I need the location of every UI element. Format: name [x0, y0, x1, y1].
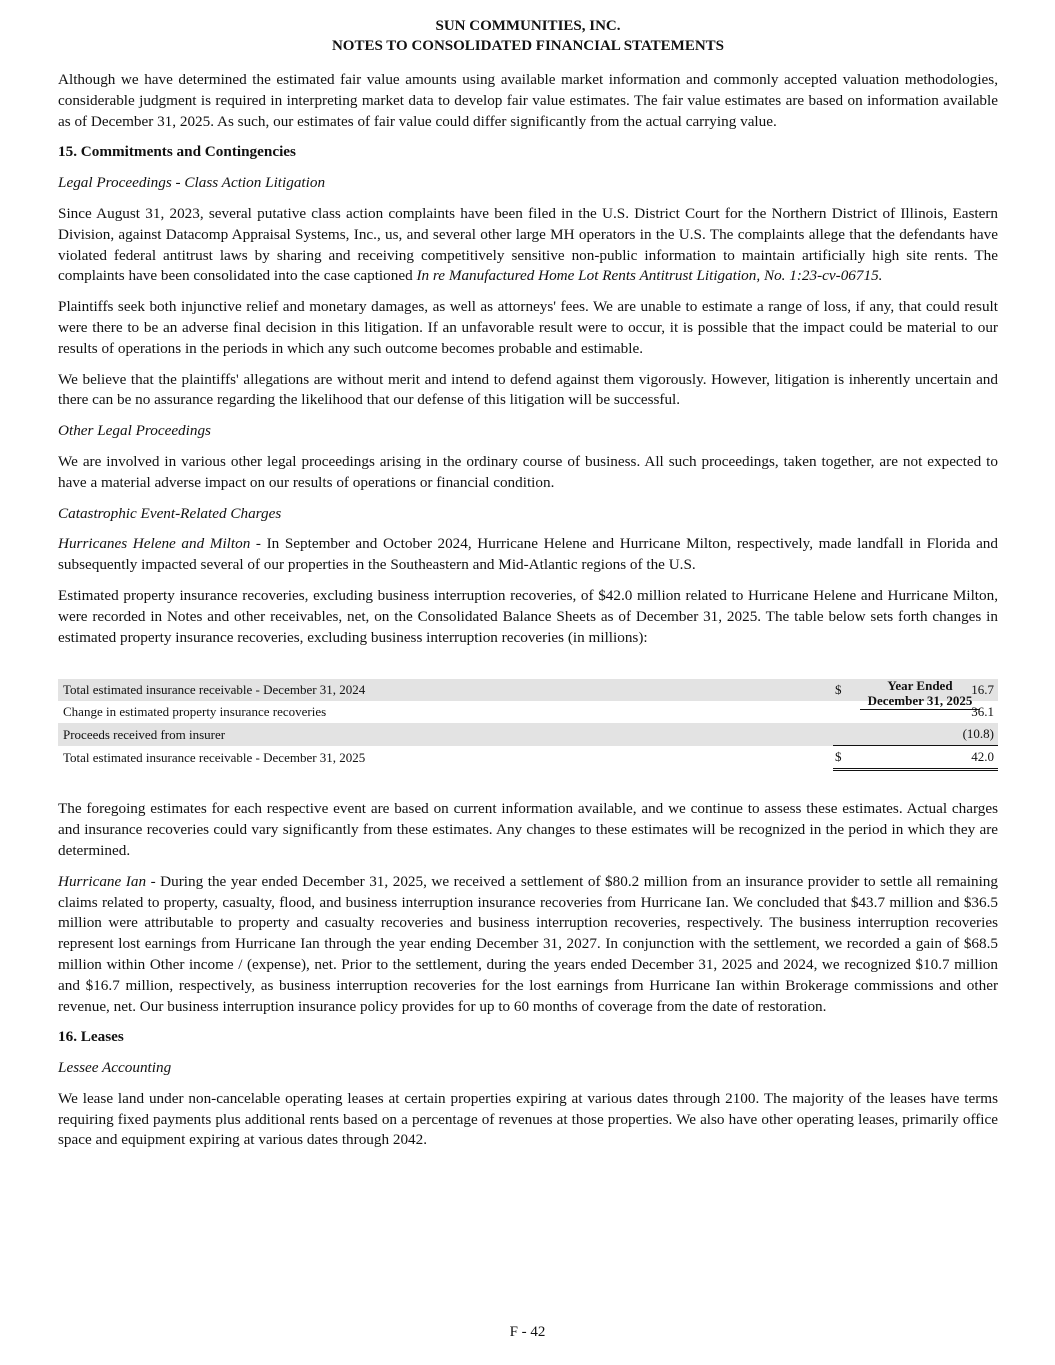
class-action-text: Since August 31, 2023, several putative class action complaints have been filed in the U.S. District Court for the Northern District of Illinois, Eastern Division, against Datacomp Appraisal Systems, Inc., us, and several other large MH operators in the U.S. The complaints allege that the defendants have violated federal antitrust laws by sharing and receiving competitively sensitive non-public information to maintain artificially high site rents. The complaints have been consolidated into the case captioned	[58, 204, 998, 285]
receivable-table	[58, 679, 998, 771]
row-currency	[833, 723, 863, 746]
row-currency	[833, 701, 863, 723]
page-header	[58, 16, 998, 56]
row-value: 42.0	[863, 746, 998, 770]
document-page	[58, 16, 998, 1151]
row-value: (10.8)	[863, 723, 998, 746]
row-value: 36.1	[971, 704, 994, 720]
intro-paragraph: Although we have determined the estimated fair value amounts using available market information and commonly accepted valuation methodologies, considerable judgment is required in interpreting market data to develop fair value estimates. The fair value estimates are based on information available as of December 31, 2025. As such, our estimates of fair value could differ significantly from the actual carrying value.	[58, 71, 998, 130]
class-action-paragraph-1	[58, 204, 998, 287]
row-label: Total estimated insurance receivable - December 31, 2024	[58, 679, 833, 701]
subheading-catastrophic: Catastrophic Event-Related Charges	[58, 504, 282, 522]
case-caption: In re Manufactured Home Lot Rents Antitrust Litigation, No. 1:23-cv-06715.	[416, 267, 883, 285]
document-title: NOTES TO CONSOLIDATED FINANCIAL STATEMENTS	[331, 38, 725, 54]
page-number: F - 42	[509, 1324, 546, 1340]
helene-milton-text: - In September and October 2024, Hurricane Helene and Hurricane Milton, respectively, made landfall in Florida and subsequently impacted several of our properties in the Southeastern and Mid-Atlantic regions of the U.S.	[58, 535, 998, 574]
table-row	[58, 701, 998, 723]
class-action-paragraph-2: Plaintiffs seek both injunctive relief and monetary damages, as well as attorneys' fees. We are unable to estimate a range of loss, if any, that could result were there to be an adverse final decision in this litigation. If an unfavorable result were to occur, it is possible that the impact could be material to our results of operations in the periods in which any such outcome becomes probable and estimable.	[58, 298, 998, 357]
table-row	[58, 746, 998, 770]
company-name: SUN COMMUNITIES, INC.	[435, 18, 621, 34]
section-15-heading: 15. Commitments and Contingencies	[58, 143, 296, 161]
hurricane-ian-paragraph	[58, 872, 998, 1018]
row-label: Proceeds received from insurer	[58, 723, 833, 746]
subheading-class-action: Legal Proceedings - Class Action Litigation	[58, 174, 326, 192]
row-currency: $	[833, 679, 863, 701]
foregoing-paragraph: The foregoing estimates for each respective event are based on current information available, and we continue to assess these estimates. Actual charges and insurance recoveries could vary significantly from these estimates. Any changes to these estimates will be recognized in the period in which they are determined.	[58, 800, 998, 859]
hurricane-ian-label: Hurricane Ian	[58, 872, 147, 890]
row-label: Total estimated insurance receivable - December 31, 2025	[63, 749, 366, 765]
insurance-receivable-table	[58, 679, 998, 771]
lessee-paragraph: We lease land under non-cancelable operating leases at certain properties expiring at various dates through 2100. The majority of the leases have terms requiring fixed payments plus additional rents based on a percentage of revenues at those properties. We also have other operating leases, primarily office space and equipment expiring at various dates through 2042.	[58, 1089, 998, 1149]
subheading-other-legal: Other Legal Proceedings	[58, 422, 211, 440]
column-header-line-1: Year Ended	[887, 678, 953, 694]
helene-milton-paragraph	[58, 534, 998, 576]
other-legal-paragraph: We are involved in various other legal proceedings arising in the ordinary course of business. All such proceedings, taken together, are not expected to have a material adverse impact on our results of operations or financial condition.	[58, 452, 998, 491]
table-row	[58, 723, 998, 746]
hurricane-ian-text: - During the year ended December 31, 2025, we received a settlement of $80.2 million from an insurance provider to settle all remaining claims related to property, casualty, flood, and business interruption insurance recoveries from Hurricane Ian. We concluded that $43.7 million and $36.5 million were attributable to property and casualty recoveries and business interruption recoveries, respectively. The business interruption recoveries represent lost earnings from Hurricane Ian through the year ending December 31, 2027. In conjunction with the settlement, we recorded a gain of $68.5 million within Other income / (expense), net. Prior to the settlement, during the years ended December 31, 2025 and 2024, we recognized $10.7 million and $16.7 million, respectively, as business interruption recoveries for the lost earnings from Hurricane Ian within Brokerage commissions and other revenue, net. Our business interruption insurance policy provides for up to 60 months of coverage from the date of restoration.	[58, 872, 998, 1015]
subheading-lessee: Lessee Accounting	[58, 1059, 172, 1077]
table-column-header	[860, 679, 980, 710]
table-row	[58, 679, 998, 701]
class-action-paragraph-3: We believe that the plaintiffs' allegations are without merit and intend to defend against them vigorously. However, litigation is inherently uncertain and there can be no assurance regarding the likelihood that our defense of this litigation will be successful.	[58, 370, 998, 409]
helene-milton-label: Hurricanes Helene and Milton	[58, 535, 251, 553]
row-label: Change in estimated property insurance recoveries	[63, 704, 327, 720]
column-header-line-2: December 31, 2025	[860, 694, 980, 711]
row-value: 16.7	[863, 679, 998, 701]
estimated-recoveries-paragraph: Estimated property insurance recoveries, excluding business interruption recoveries, of $42.0 million related to Hurricane Helene and Hurricane Milton, were recorded in Notes and other receivables, net, on the Consolidated Balance Sheets as of December 31, 2025. The table below sets forth changes in estimated property insurance recoveries, excluding business interruption recoveries (in millions):	[58, 586, 998, 646]
row-currency: $	[833, 746, 863, 770]
section-16-heading: 16. Leases	[58, 1028, 124, 1046]
